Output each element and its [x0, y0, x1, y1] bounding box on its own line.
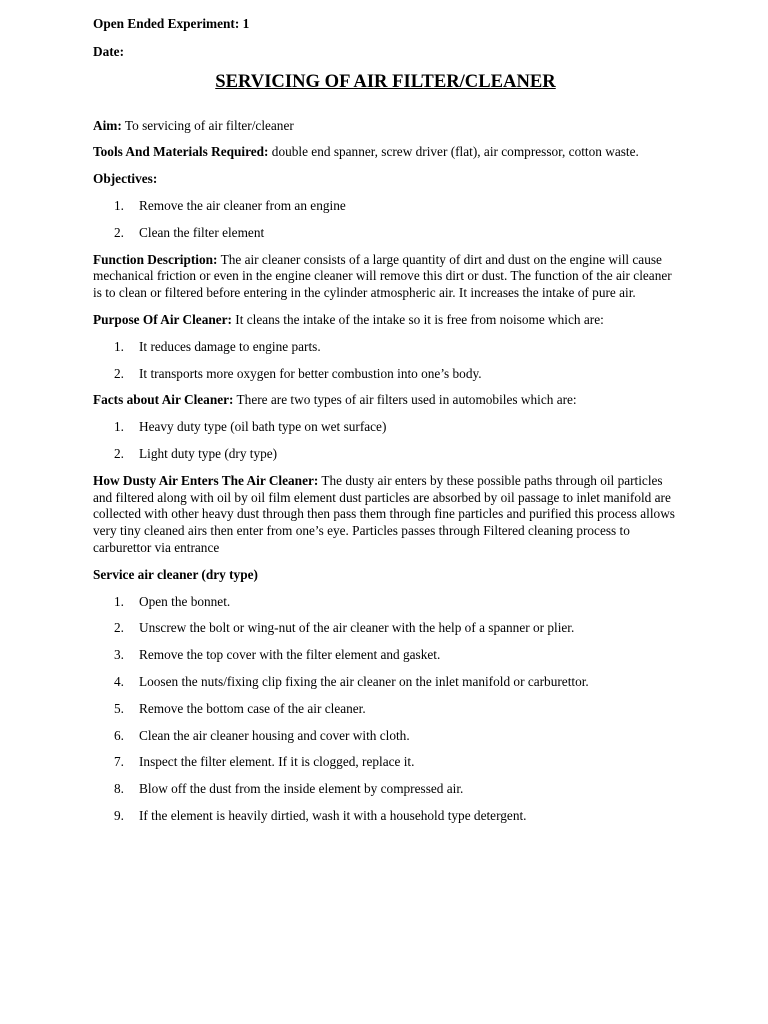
tools-text: double end spanner, screw driver (flat), air compressor, cotton waste.	[268, 144, 639, 160]
purpose-paragraph	[93, 312, 678, 329]
tools-paragraph	[93, 144, 678, 161]
list-item	[93, 620, 678, 637]
list-text: It reduces damage to engine parts.	[139, 338, 321, 354]
list-item	[93, 674, 678, 691]
list-item	[93, 446, 678, 463]
service-steps-list	[93, 594, 678, 825]
document-title: SERVICING OF AIR FILTER/CLEANER	[215, 70, 556, 92]
dusty-air-text: The dusty air enters by these possible paths through oil particles and filtered along with oil by oil film element dust particles are absorbed by oil passage to inlet manifold are collected with other heavy dust through then pass them through fine particles and purified this process allows very tiny cleaned airs then enter from one’s eye. Particles passes through Filtered cleaning process to carburettor via entrance	[93, 472, 675, 555]
list-number: 2.	[114, 445, 124, 461]
tools-label: Tools And Materials Required:	[93, 144, 269, 160]
list-item	[93, 701, 678, 718]
list-item	[93, 728, 678, 745]
aim-text: To servicing of air filter/cleaner	[121, 117, 294, 133]
list-text: Blow off the dust from the inside element by compressed air.	[139, 781, 464, 797]
function-text: The air cleaner consists of a large quantity of dirt and dust on the engine will cause mechanical friction or even in the engine cleaner will remove this dirt or dust. The function of the air cleaner is to clean or filtered before entering in the cylinder atmospheric air. It increases the intake of pure air.	[93, 251, 672, 301]
purpose-text: It cleans the intake of the intake so it is free from noisome which are:	[231, 311, 604, 327]
list-number: 1.	[114, 593, 124, 609]
list-item	[93, 594, 678, 611]
list-number: 1.	[114, 197, 124, 213]
list-number: 6.	[114, 727, 124, 743]
list-number: 1.	[114, 338, 124, 354]
list-item	[93, 754, 678, 771]
function-label: Function Description:	[93, 251, 218, 267]
list-number: 4.	[114, 673, 124, 689]
list-number: 5.	[114, 700, 124, 716]
list-text: Light duty type (dry type)	[139, 445, 278, 461]
list-number: 1.	[114, 419, 124, 435]
list-text: If the element is heavily dirtied, wash it with a household type detergent.	[139, 807, 527, 823]
aim-label: Aim:	[93, 117, 122, 133]
objectives-heading: Objectives:	[93, 171, 158, 187]
function-paragraph	[93, 252, 678, 302]
list-number: 9.	[114, 807, 124, 823]
list-text: Heavy duty type (oil bath type on wet surface)	[139, 419, 387, 435]
dusty-air-label: How Dusty Air Enters The Air Cleaner:	[93, 472, 319, 488]
experiment-number: Open Ended Experiment: 1	[93, 16, 250, 31]
list-number: 7.	[114, 754, 124, 770]
list-number: 2.	[114, 224, 124, 240]
list-text: Remove the air cleaner from an engine	[139, 197, 346, 213]
list-text: Inspect the filter element. If it is clogged, replace it.	[139, 754, 415, 770]
list-item	[93, 647, 678, 664]
list-text: Loosen the nuts/fixing clip fixing the air cleaner on the inlet manifold or carburettor.	[139, 673, 589, 689]
list-item	[93, 419, 678, 436]
list-number: 2.	[114, 365, 124, 381]
list-number: 3.	[114, 647, 124, 663]
list-number: 8.	[114, 781, 124, 797]
list-number: 2.	[114, 620, 124, 636]
list-text: Clean the air cleaner housing and cover with cloth.	[139, 727, 410, 743]
document-content	[93, 16, 678, 835]
facts-text: There are two types of air filters used in automobiles which are:	[233, 392, 577, 408]
purpose-label: Purpose Of Air Cleaner:	[93, 311, 232, 327]
aim-paragraph	[93, 118, 678, 135]
facts-paragraph	[93, 392, 678, 409]
list-item	[93, 198, 678, 215]
facts-label: Facts about Air Cleaner:	[93, 392, 234, 408]
purpose-list	[93, 339, 678, 383]
date-label: Date:	[93, 43, 125, 59]
list-item	[93, 781, 678, 798]
dusty-air-paragraph	[93, 473, 678, 557]
list-text: Unscrew the bolt or wing-nut of the air cleaner with the help of a spanner or plier.	[139, 620, 575, 636]
list-item	[93, 808, 678, 825]
list-item	[93, 339, 678, 356]
facts-list	[93, 419, 678, 463]
list-text: Open the bonnet.	[139, 593, 231, 609]
list-text: Clean the filter element	[139, 224, 265, 240]
list-item	[93, 366, 678, 383]
list-text: Remove the bottom case of the air cleaner.	[139, 700, 366, 716]
list-item	[93, 225, 678, 242]
objectives-list	[93, 198, 678, 242]
list-text: Remove the top cover with the filter element and gasket.	[139, 647, 441, 663]
service-heading: Service air cleaner (dry type)	[93, 566, 258, 582]
list-text: It transports more oxygen for better combustion into one’s body.	[139, 365, 482, 381]
